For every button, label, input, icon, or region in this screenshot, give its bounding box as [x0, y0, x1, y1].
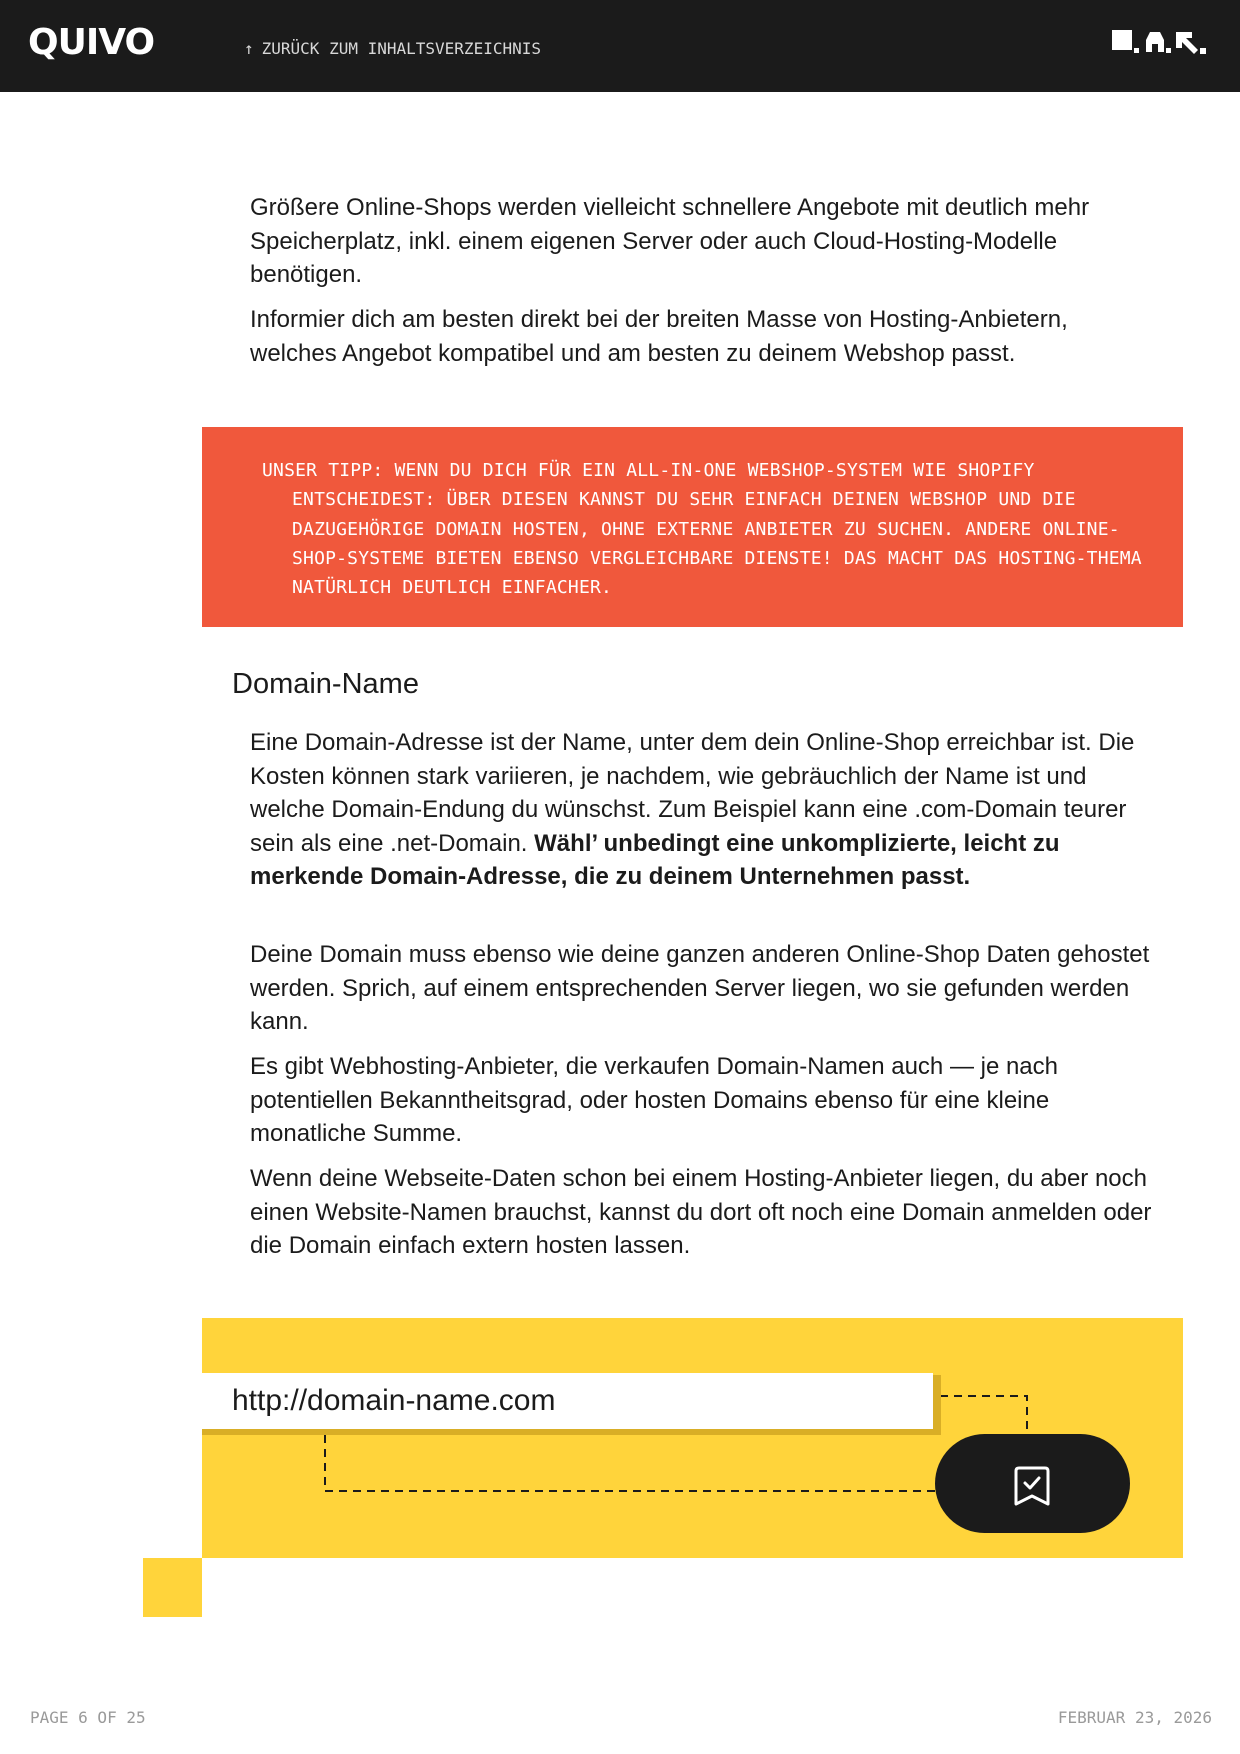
intro-paragraph-2: Informier dich am besten direkt bei der breiten Masse von Hosting-Anbietern, welches Angebot kompatibel und am besten zu deinem Webshop passt.	[250, 306, 1068, 367]
domain-paragraph-1-bold: Wähl’ unbedingt eine unkomplizierte, leicht zu merkende Domain-Adresse, die zu deinem Unternehmen passt.	[250, 829, 1060, 890]
tip-body: WENN DU DICH FÜR EIN ALL-IN-ONE WEBSHOP-SYSTEM WIE SHOPIFY ENTSCHEIDEST: ÜBER DIESEN KANNST DU SEHR EINFACH DEINEN WEBSHOP UND DIE DAZUGEHÖRIGE DOMAIN HOSTEN, OHNE EXTERNE ANBIETER ZU SUCHEN. ANDERE ONLINE-SHOP-SYSTEME BIETEN EBENSO VERGLEICHBARE DIENSTE! DAS MACHT DAS HOSTING-THEMA NATÜRLICH DEUTLICH EINFACHER.	[292, 460, 1142, 599]
intro-paragraph-1: Größere Online-Shops werden vielleicht schnellere Angebote mit deutlich mehr Speicherplatz, inkl. einem eigenen Server oder auch Cloud-Hosting-Modelle benötigen.	[250, 194, 1090, 288]
domain-paragraph-2: Deine Domain muss ebenso wie deine ganzen anderen Online-Shop Daten gehostet werden. Sprich, auf einem entsprechenden Server liegen, wo sie gefunden werden kann.	[250, 941, 1150, 1035]
tip-callout	[202, 427, 1183, 627]
domain-paragraph-4: Wenn deine Webseite-Daten schon bei einem Hosting-Anbieter liegen, du aber noch einen Website-Namen brauchst, kannst du dort oft noch eine Domain anmelden oder die Domain einfach extern hosten lassen.	[250, 1165, 1152, 1259]
domain-illustration	[0, 1318, 1240, 1618]
tip-label: UNSER TIPP:	[262, 460, 384, 481]
url-text: http://domain-name.com	[232, 1384, 556, 1417]
section-heading: Domain-Name	[232, 668, 419, 700]
dark-wordmark-icon	[1112, 28, 1212, 60]
back-link-label: ZURÜCK ZUM INHALTSVERZEICHNIS	[261, 39, 541, 58]
domain-paragraph-1	[250, 726, 1160, 894]
quivo-logo[interactable]: QUIVO	[28, 22, 155, 63]
confirm-domain-button[interactable]	[935, 1434, 1130, 1533]
bookmark-check-icon	[1013, 1465, 1051, 1507]
header-bar	[0, 0, 1240, 92]
url-bar[interactable]	[202, 1373, 933, 1429]
domain-paragraph-1-text: Eine Domain-Adresse ist der Name, unter dem dein Online-Shop erreichbar ist. Die Kosten können stark variieren, je nachdem, wie gebräuchlich der Name ist und welche Domain-Endung du wünschst. Zum Beispiel kann eine .com-Domain teurer sein als eine .net-Domain.	[250, 729, 1135, 857]
back-to-toc-link[interactable]	[244, 39, 541, 58]
domain-paragraph-3: Es gibt Webhosting-Anbieter, die verkaufen Domain-Namen auch — je nach potentiellen Bekanntheitsgrad, oder hosten Domains ebenso für eine kleine monatliche Summe.	[250, 1053, 1058, 1147]
arrow-up-icon: ↑	[244, 39, 254, 58]
document-date: FEBRUAR 23, 2026	[1057, 1708, 1212, 1727]
page-number: PAGE 6 OF 25	[30, 1708, 146, 1727]
tip-text	[262, 456, 1172, 602]
